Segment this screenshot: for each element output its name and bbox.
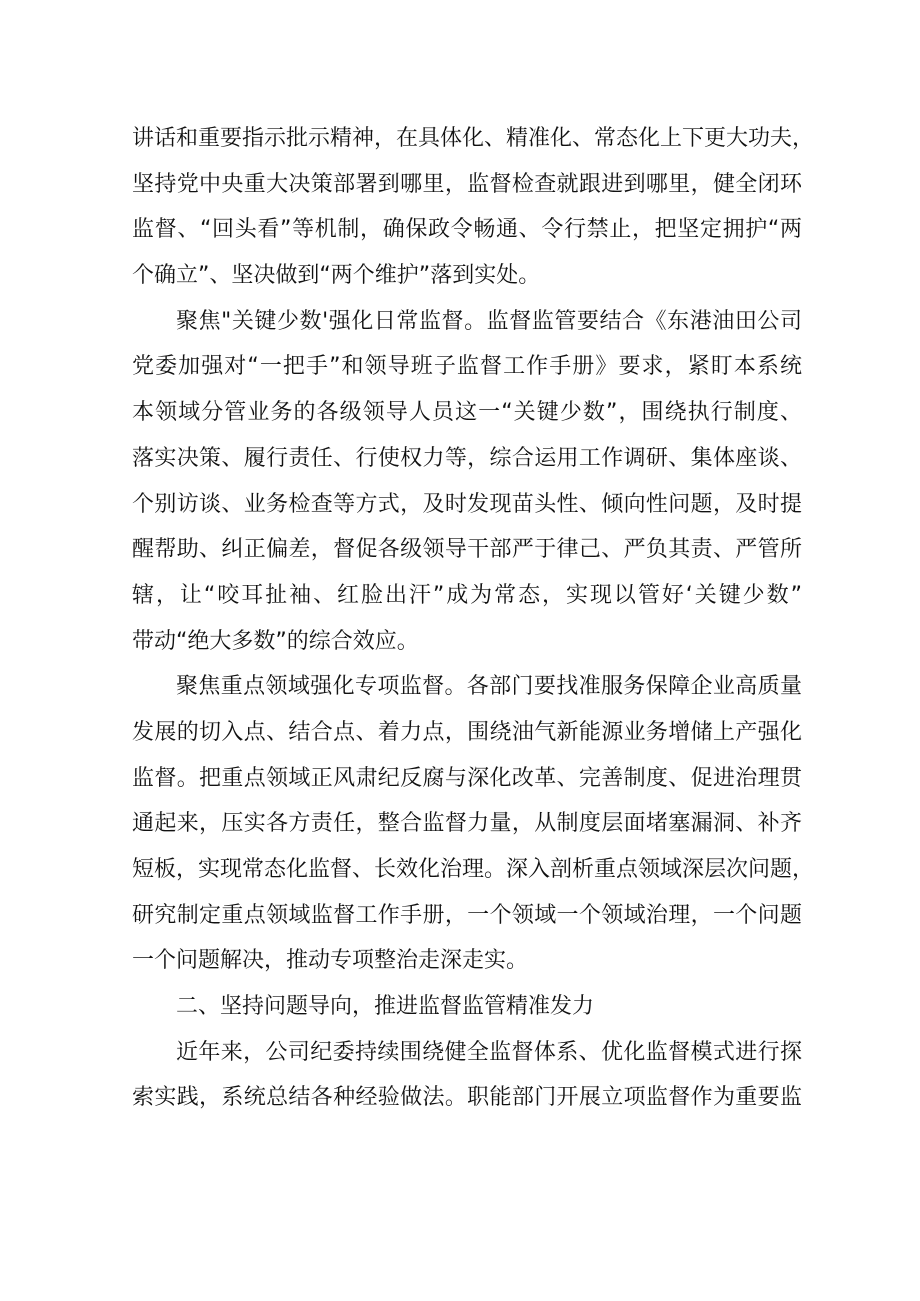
paragraph-5 xyxy=(132,1030,802,1121)
text-line: 通起来，压实各方责任，整合监督力量，从制度层面堵塞漏洞、补齐 xyxy=(132,811,802,837)
text-line: 党委加强对“一把手”和领导班子监督工作手册》要求，紧盯本系统 xyxy=(132,354,802,380)
text-line: 讲话和重要指示批示精神，在具体化、精准化、常态化上下更大功夫， xyxy=(132,126,815,151)
text-line: 辖，让“咬耳扯袖、红脸出汗”成为常态，实现以管好‘关键少数” xyxy=(132,582,802,608)
text-line: 落实决策、履行责任、行使权力等，综合运用工作调研、集体座谈、 xyxy=(132,445,802,471)
heading-line: 二、坚持问题导向，推进监督监管精准发力 xyxy=(176,994,595,1020)
document-body xyxy=(132,116,815,1121)
text-line: 监督、“回头看”等机制，确保政令畅通、令行禁止，把坚定拥护“两 xyxy=(132,217,802,243)
paragraph-2 xyxy=(132,299,802,665)
section-heading xyxy=(132,984,802,1030)
text-line: 个确立”、坚决做到“两个维护”落到实处。 xyxy=(132,263,541,289)
text-line: 短板，实现常态化监督、长效化治理。深入剖析重点领域深层次问题， xyxy=(132,857,815,882)
text-line: 发展的切入点、结合点、着力点，围绕油气新能源业务增储上产强化 xyxy=(132,719,802,745)
paragraph-1 xyxy=(132,116,815,299)
text-line: 一个问题解决，推动专项整治走深走实。 xyxy=(132,948,529,974)
text-line: 带动“绝大多数”的综合效应。 xyxy=(132,628,419,654)
text-line: 醒帮助、纠正偏差，督促各级领导干部严于律己、严负其责、严管所 xyxy=(132,537,802,563)
text-line: 研究制定重点领域监督工作手册，一个领域一个领域治理，一个问题 xyxy=(132,902,802,928)
text-line: 聚焦"关键少数'强化日常监督。监督监管要结合《东港油田公司 xyxy=(176,308,802,334)
text-line: 近年来，公司纪委持续围绕健全监督体系、优化监督模式进行探 xyxy=(176,1039,802,1065)
text-line: 本领域分管业务的各级领导人员这一“关键少数”，围绕执行制度、 xyxy=(132,400,802,426)
text-line: 坚持党中央重大决策部署到哪里，监督检查就跟进到哪里，健全闭环 xyxy=(132,171,802,197)
text-line: 监督。把重点领域正风肃纪反腐与深化改革、完善制度、促进治理贯 xyxy=(132,765,802,791)
text-line: 个别访谈、业务检查等方式，及时发现苗头性、倾向性问题，及时提 xyxy=(132,491,802,517)
paragraph-3 xyxy=(132,664,815,984)
text-line: 聚焦重点领域强化专项监督。各部门要找准服务保障企业高质量 xyxy=(176,674,802,700)
text-line: 索实践，系统总结各种经验做法。职能部门开展立项监督作为重要监 xyxy=(132,1085,802,1111)
